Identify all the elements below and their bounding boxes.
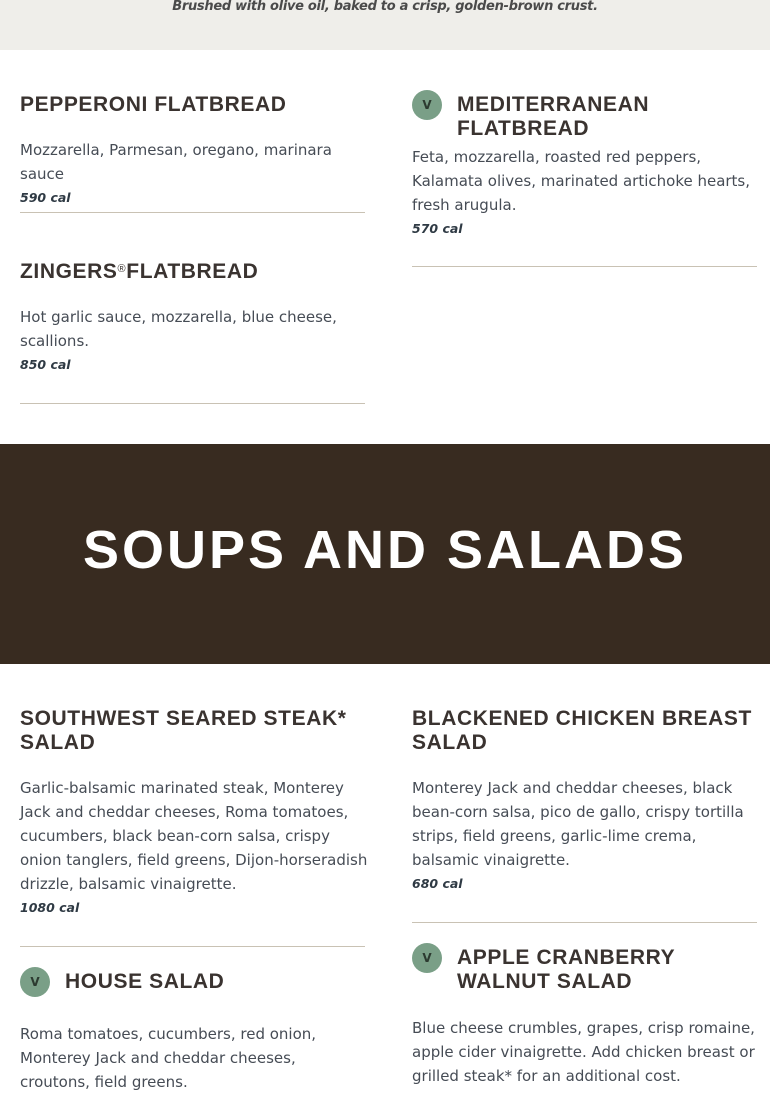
menu-item-apple-cranberry-salad-body: [412, 995, 757, 1088]
divider: [20, 403, 365, 404]
item-calories: 1080 cal: [20, 900, 80, 915]
item-title: BLACKENED CHICKEN BREAST SALAD: [412, 707, 752, 754]
divider: [412, 922, 757, 923]
item-description: Blue cheese crumbles, grapes, crisp romaine, apple cider vinaigrette. Add chicken breast or grilled steak* for an additional cost.: [412, 1019, 755, 1085]
divider: [412, 266, 757, 267]
section-title: SOUPS AND SALADS: [82, 520, 688, 580]
item-title: PEPPERONI FLATBREAD: [20, 93, 287, 116]
item-title: SOUTHWEST SEARED STEAK* SALAD: [20, 707, 347, 754]
divider: [20, 212, 365, 213]
menu-item-blackened-chicken-salad[interactable]: [412, 707, 757, 892]
menu-item-mediterranean-flatbread-body: [412, 124, 762, 237]
divider: [20, 946, 365, 947]
title-part: ZINGERS: [20, 260, 118, 283]
item-description: Mozzarella, Parmesan, oregano, marinara sauce: [20, 141, 332, 183]
flatbread-intro-band: [0, 0, 770, 50]
item-description: Monterey Jack and cheddar cheeses, black bean-corn salsa, pico de gallo, crispy tortilla strips, field greens, garlic-lime crema, balsamic vinaigrette.: [412, 779, 744, 869]
flatbread-tagline: Brushed with olive oil, baked to a crisp, golden-brown crust.: [172, 0, 598, 14]
registered-mark: ®: [117, 263, 127, 275]
item-title: [20, 260, 365, 284]
item-calories: 850 cal: [20, 357, 71, 372]
item-description: Garlic-balsamic marinated steak, Monterey Jack and cheddar cheeses, Roma tomatoes, cucumbers, black bean-corn salsa, crispy onion tanglers, field greens, Dijon-horseradish drizzle, balsamic vinaigrette.: [20, 779, 368, 893]
item-title: MEDITERRANEAN FLATBREAD: [457, 93, 650, 140]
menu-item-zingers-flatbread[interactable]: [20, 260, 365, 373]
vegetarian-icon: V: [412, 90, 442, 120]
item-title: HOUSE SALAD: [65, 970, 225, 993]
title-part: FLATBREAD: [126, 260, 259, 283]
menu-item-southwest-steak-salad[interactable]: [20, 707, 370, 916]
item-calories: 590 cal: [20, 190, 71, 205]
item-calories: 680 cal: [412, 876, 463, 891]
item-title: APPLE CRANBERRY WALNUT SALAD: [457, 946, 675, 993]
vegetarian-icon: V: [20, 967, 50, 997]
menu-item-house-salad-body: [20, 1001, 365, 1094]
vegetarian-icon: V: [412, 943, 442, 973]
item-calories: 570 cal: [412, 221, 463, 236]
item-description: Roma tomatoes, cucumbers, red onion, Monterey Jack and cheddar cheeses, croutons, field greens.: [20, 1025, 317, 1091]
item-description: Feta, mozzarella, roasted red peppers, Kalamata olives, marinated artichoke hearts, fresh arugula.: [412, 148, 751, 214]
menu-item-house-salad-title[interactable]: [65, 970, 365, 994]
menu-item-pepperoni-flatbread[interactable]: [20, 93, 365, 206]
item-description: Hot garlic sauce, mozzarella, blue cheese, scallions.: [20, 308, 337, 350]
menu-item-apple-cranberry-salad-title[interactable]: [457, 946, 757, 994]
